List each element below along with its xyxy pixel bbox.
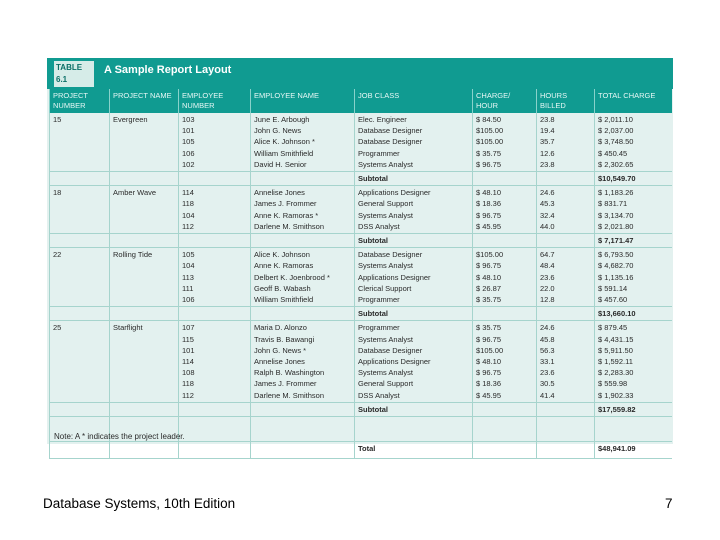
empty-cell	[473, 307, 537, 321]
empty-cell	[251, 442, 355, 459]
cell-value: 111	[182, 283, 194, 293]
cell-value: $ 48.10	[476, 188, 502, 198]
cell-value: 45.3	[540, 199, 555, 209]
cell-value: $ 6,793.50	[598, 250, 634, 260]
cell-value: 105	[182, 250, 195, 260]
cell-value: Anne K. Ramoras	[254, 261, 314, 271]
cell-value: 48.4	[540, 261, 555, 271]
cell-value: $ 4,431.15	[598, 334, 634, 344]
cell-value: James J. Frommer	[254, 199, 317, 209]
header-employee-number: EMPLOYEE NUMBER	[179, 89, 251, 113]
header-charge-hour: CHARGE/ HOUR	[473, 89, 537, 113]
cell-value: 101	[182, 126, 195, 136]
cell-value: Programmer	[358, 148, 400, 158]
cell-value: $105.00	[476, 126, 504, 136]
cell-job-classes	[355, 321, 473, 402]
cell-value: 56.3	[540, 345, 555, 355]
table-tag-label: TABLE	[56, 63, 83, 72]
cell-value: Travis B. Bawangi	[254, 334, 315, 344]
cell-value: 30.5	[540, 379, 555, 389]
cell-value: $ 5,911.50	[598, 345, 633, 355]
empty-cell	[50, 234, 110, 248]
cell-job-classes	[355, 186, 473, 234]
empty-cell	[251, 402, 355, 416]
subtotal-value: $13,660.10	[595, 307, 672, 321]
empty-cell	[179, 172, 251, 186]
cell-employee-names	[251, 113, 355, 172]
cell-value: $ 450.45	[598, 148, 628, 158]
cell-value: 12.8	[540, 295, 555, 305]
cell-value: John G. News	[254, 126, 302, 136]
header-project-name: PROJECT NAME	[110, 89, 179, 113]
cell-value: Database Designer	[358, 250, 423, 260]
cell-value: 103	[182, 115, 195, 124]
empty-cell	[251, 307, 355, 321]
cell-value: Database Designer	[358, 137, 423, 147]
project-name: Evergreen	[110, 113, 179, 172]
cell-value: $ 96.75	[476, 368, 502, 378]
cell-value: 118	[182, 199, 194, 209]
empty-cell	[473, 417, 537, 442]
cell-value: Applications Designer	[358, 188, 431, 198]
cell-value: 114	[182, 188, 194, 198]
cell-value: General Support	[358, 199, 414, 209]
cell-value: 22.0	[540, 283, 555, 293]
header-total-charge: TOTAL CHARGE	[595, 89, 672, 113]
empty-cell	[179, 234, 251, 248]
cell-value: $ 3,134.70	[598, 210, 634, 220]
title-banner	[47, 58, 673, 89]
cell-value: $ 1,592.11	[598, 357, 633, 367]
cell-charge-per-hour	[473, 321, 537, 402]
cell-value: June E. Arbough	[254, 115, 310, 124]
cell-value: Applications Designer	[358, 357, 431, 367]
cell-value: Systems Analyst	[358, 368, 414, 378]
cell-employee-numbers	[179, 321, 251, 402]
empty-cell	[473, 442, 537, 459]
cell-charge-per-hour	[473, 248, 537, 307]
project-number: 18	[50, 186, 110, 234]
cell-value: 114	[182, 357, 194, 367]
cell-value: $ 35.75	[476, 148, 502, 158]
cell-value: 101	[182, 345, 195, 355]
cell-value: $105.00	[476, 250, 504, 260]
table-body	[50, 113, 672, 459]
report-figure	[47, 58, 673, 454]
cell-value: 23.8	[540, 159, 555, 169]
cell-value: $ 18.36	[476, 379, 502, 389]
footnote: Note: A * indicates the project leader.	[54, 432, 185, 441]
cell-value: Ralph B. Washington	[254, 368, 325, 378]
cell-value: $ 559.98	[598, 379, 628, 389]
cell-value: Annelise Jones	[254, 188, 305, 198]
cell-job-classes	[355, 248, 473, 307]
cell-value: $ 2,302.65	[598, 159, 634, 169]
empty-cell	[251, 234, 355, 248]
cell-value: 104	[182, 210, 195, 220]
subtotal-value: $17,559.82	[595, 402, 672, 416]
subtotal-row	[50, 307, 672, 321]
cell-value: $ 96.75	[476, 210, 502, 220]
cell-value: 32.4	[540, 210, 555, 220]
cell-employee-names	[251, 186, 355, 234]
empty-cell	[50, 172, 110, 186]
cell-value: 105	[182, 137, 195, 147]
cell-value: $ 2,021.80	[598, 221, 634, 231]
empty-cell	[50, 402, 110, 416]
cell-hours-billed	[537, 248, 595, 307]
table-tag-number: 6.1	[56, 75, 68, 84]
cell-value: Alice K. Johnson *	[254, 137, 315, 147]
cell-value: 115	[182, 334, 194, 344]
empty-cell	[50, 307, 110, 321]
cell-employee-names	[251, 321, 355, 402]
cell-value: 112	[182, 221, 194, 231]
header-employee-name: EMPLOYEE NAME	[251, 89, 355, 113]
cell-value: William Smithfield	[254, 148, 314, 158]
cell-value: Programmer	[358, 295, 400, 305]
cell-value: 33.1	[540, 357, 555, 367]
cell-value: 45.8	[540, 334, 555, 344]
cell-value: Darlene M. Smithson	[254, 390, 325, 400]
cell-value: 12.6	[540, 148, 555, 158]
cell-value: $ 3,748.50	[598, 137, 634, 147]
cell-value: Delbert K. Joenbrood *	[254, 272, 330, 282]
cell-total-charges	[595, 248, 672, 307]
cell-value: David H. Senior	[254, 159, 307, 169]
cell-total-charges	[595, 113, 672, 172]
cell-value: DSS Analyst	[358, 221, 400, 231]
empty-cell	[537, 234, 595, 248]
subtotal-value: $10,549.70	[595, 172, 672, 186]
cell-total-charges	[595, 186, 672, 234]
subtotal-row	[50, 234, 672, 248]
subtotal-row	[50, 172, 672, 186]
empty-cell	[50, 442, 110, 459]
cell-total-charges	[595, 321, 672, 402]
cell-value: Systems Analyst	[358, 334, 414, 344]
header-hours-billed: HOURS BILLED	[537, 89, 595, 113]
cell-value: $105.00	[476, 345, 504, 355]
cell-value: Database Designer	[358, 126, 423, 136]
report-table	[49, 89, 672, 459]
cell-value: 41.4	[540, 390, 555, 400]
cell-value: Systems Analyst	[358, 159, 414, 169]
empty-cell	[473, 172, 537, 186]
project-group	[50, 113, 672, 172]
header-project-number: PROJECT NUMBER	[50, 89, 110, 113]
cell-value: $ 84.50	[476, 115, 502, 124]
project-name: Amber Wave	[110, 186, 179, 234]
empty-cell	[110, 442, 179, 459]
cell-value: $ 45.95	[476, 390, 502, 400]
cell-value: 35.7	[540, 137, 555, 147]
cell-value: Clerical Support	[358, 283, 412, 293]
cell-job-classes	[355, 113, 473, 172]
cell-value: 108	[182, 368, 195, 378]
cell-value: $ 1,135.16	[598, 272, 634, 282]
cell-value: Database Designer	[358, 345, 423, 355]
cell-value: $ 4,682.70	[598, 261, 634, 271]
cell-value: $ 1,183.26	[598, 188, 634, 198]
project-name: Rolling Tide	[110, 248, 179, 307]
cell-value: 113	[182, 272, 194, 282]
grand-total-value: $48,941.09	[595, 442, 672, 459]
cell-value: $ 18.36	[476, 199, 502, 209]
cell-value: $ 96.75	[476, 334, 502, 344]
cell-value: 19.4	[540, 126, 555, 136]
table-number-tag	[54, 61, 94, 87]
cell-value: $ 48.10	[476, 357, 502, 367]
cell-value: 102	[182, 159, 195, 169]
project-group	[50, 186, 672, 234]
empty-cell	[251, 417, 355, 442]
cell-value: $ 457.60	[598, 295, 628, 305]
cell-value: Annelise Jones	[254, 357, 305, 367]
cell-value: Anne K. Ramoras *	[254, 210, 319, 220]
cell-value: 24.6	[540, 188, 555, 198]
empty-cell	[355, 417, 473, 442]
cell-value: 44.0	[540, 221, 555, 231]
cell-value: John G. News *	[254, 345, 307, 355]
cell-value: $ 831.71	[598, 199, 628, 209]
cell-value: Alice K. Johnson	[254, 250, 310, 260]
cell-value: $ 26.87	[476, 283, 502, 293]
cell-value: $ 35.75	[476, 295, 502, 305]
project-number: 25	[50, 321, 110, 402]
cell-value: 104	[182, 261, 195, 271]
cell-employee-numbers	[179, 248, 251, 307]
cell-value: 107	[182, 323, 195, 333]
empty-cell	[537, 307, 595, 321]
empty-cell	[110, 172, 179, 186]
cell-employee-numbers	[179, 186, 251, 234]
empty-cell	[537, 442, 595, 459]
cell-value: Darlene M. Smithson	[254, 221, 325, 231]
subtotal-label: Subtotal	[355, 307, 473, 321]
grand-total-label: Total	[355, 442, 473, 459]
slide-footer-title: Database Systems, 10th Edition	[43, 496, 236, 511]
empty-cell	[179, 307, 251, 321]
page-number: 7	[665, 496, 673, 511]
cell-value: $ 35.75	[476, 323, 502, 333]
cell-value: Geoff B. Wabash	[254, 283, 311, 293]
cell-value: $ 45.95	[476, 221, 502, 231]
cell-value: $ 96.75	[476, 261, 502, 271]
empty-cell	[473, 234, 537, 248]
cell-employee-names	[251, 248, 355, 307]
cell-value: Applications Designer	[358, 272, 431, 282]
empty-cell	[595, 417, 672, 442]
report-title: A Sample Report Layout	[104, 64, 232, 76]
cell-value: 64.7	[540, 250, 555, 260]
header-row	[50, 89, 672, 113]
cell-value: William Smithfield	[254, 295, 314, 305]
subtotal-row	[50, 402, 672, 416]
cell-value: 23.8	[540, 115, 555, 124]
empty-cell	[110, 307, 179, 321]
project-group	[50, 321, 672, 402]
cell-value: James J. Frommer	[254, 379, 317, 389]
cell-value: 112	[182, 390, 194, 400]
empty-cell	[537, 402, 595, 416]
cell-value: $ 591.14	[598, 283, 628, 293]
grand-total-row	[50, 442, 672, 459]
cell-value: $ 2,011.10	[598, 115, 633, 124]
cell-value: 23.6	[540, 272, 555, 282]
empty-cell	[179, 442, 251, 459]
cell-value: 23.6	[540, 368, 555, 378]
empty-cell	[179, 417, 251, 442]
cell-value: Elec. Engineer	[358, 115, 407, 124]
cell-value: $ 96.75	[476, 159, 502, 169]
cell-value: Systems Analyst	[358, 210, 414, 220]
cell-value: Maria D. Alonzo	[254, 323, 307, 333]
cell-charge-per-hour	[473, 113, 537, 172]
subtotal-value: $ 7,171.47	[595, 234, 672, 248]
cell-value: Systems Analyst	[358, 261, 414, 271]
cell-value: 118	[182, 379, 194, 389]
project-number: 22	[50, 248, 110, 307]
cell-value: Programmer	[358, 323, 400, 333]
cell-value: 106	[182, 295, 195, 305]
subtotal-label: Subtotal	[355, 172, 473, 186]
cell-value: $ 2,283.30	[598, 368, 634, 378]
empty-cell	[110, 402, 179, 416]
cell-value: $105.00	[476, 137, 504, 147]
cell-value: 24.6	[540, 323, 555, 333]
cell-value: $ 1,902.33	[598, 390, 634, 400]
empty-cell	[251, 172, 355, 186]
header-job-class: JOB CLASS	[355, 89, 473, 113]
cell-value: General Support	[358, 379, 414, 389]
empty-cell	[537, 417, 595, 442]
project-name: Starflight	[110, 321, 179, 402]
cell-hours-billed	[537, 186, 595, 234]
cell-value: 106	[182, 148, 195, 158]
empty-cell	[179, 402, 251, 416]
empty-cell	[473, 402, 537, 416]
cell-hours-billed	[537, 113, 595, 172]
cell-value: $ 48.10	[476, 272, 502, 282]
subtotal-label: Subtotal	[355, 234, 473, 248]
subtotal-label: Subtotal	[355, 402, 473, 416]
cell-employee-numbers	[179, 113, 251, 172]
cell-value: $ 879.45	[598, 323, 628, 333]
cell-hours-billed	[537, 321, 595, 402]
cell-value: DSS Analyst	[358, 390, 400, 400]
empty-cell	[110, 234, 179, 248]
cell-charge-per-hour	[473, 186, 537, 234]
empty-cell	[537, 172, 595, 186]
project-group	[50, 248, 672, 307]
project-number: 15	[50, 113, 110, 172]
cell-value: $ 2,037.00	[598, 126, 634, 136]
